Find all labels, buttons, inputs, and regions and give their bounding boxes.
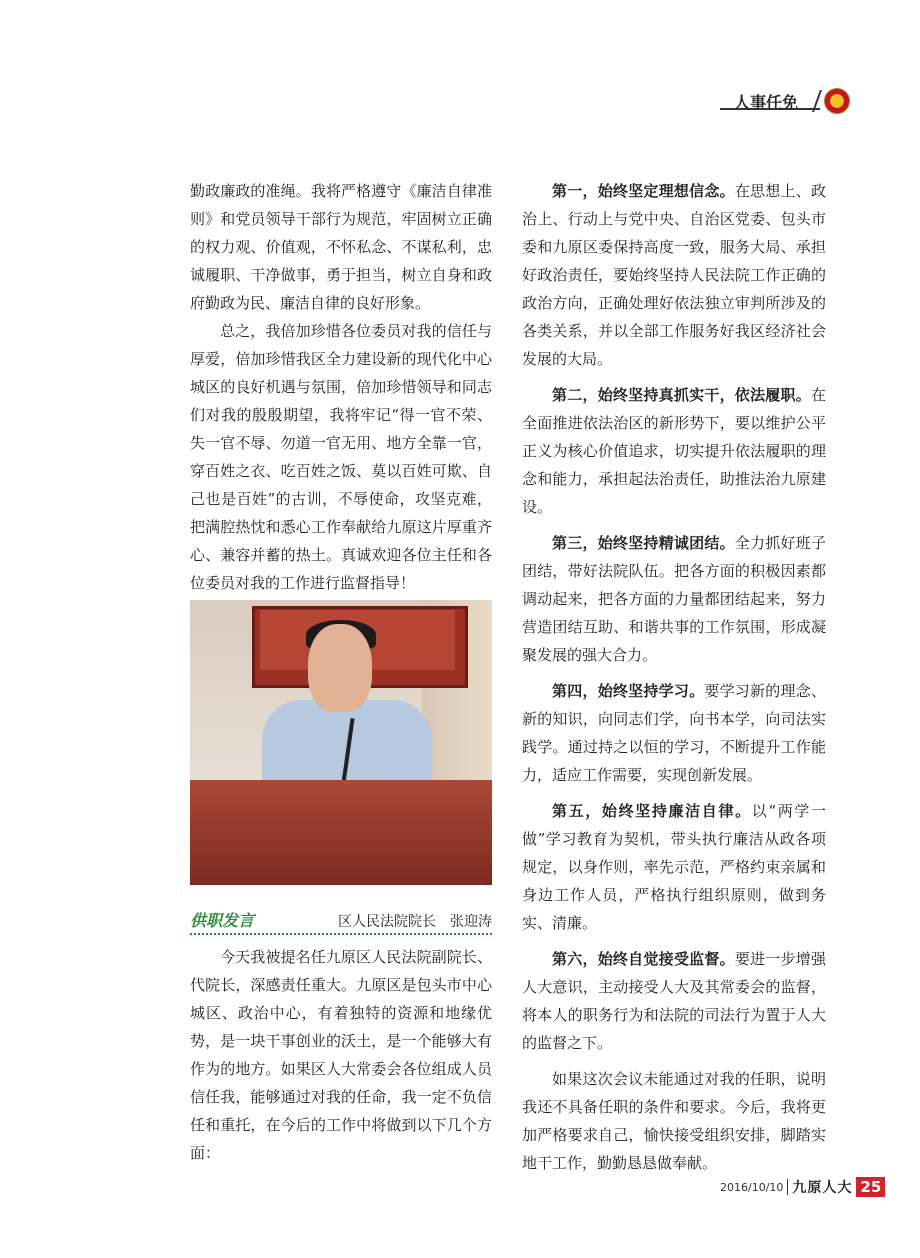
closing-paragraph: 如果这次会议未能通过对我的任职，说明我还不具备任职的条件和要求。今后，我将更加严格要求自己，愉快接受组织安排，脚踏实地干工作，勤勤恳恳做奉献。: [522, 1070, 826, 1172]
point-text: 以“两学一做”学习教育为契机，带头执行廉洁从政各项规定，以身作则，率先示范，严格约束亲属和身边工作人员，严格执行组织原则，做到务实、清廉。: [522, 802, 826, 932]
page-number: 25: [856, 1177, 885, 1197]
footer-divider: [787, 1179, 788, 1195]
point-item: [522, 797, 826, 937]
issue-date: 2016/10/10: [720, 1180, 784, 1194]
point-text: 全力抓好班子团结，带好法院队伍。把各方面的积极因素都调动起来，把各方面的力量都团结起来，努力营造团结互助、和谐共事的工作氛围，形成凝聚发展的强大合力。: [522, 534, 826, 664]
point-text: 在思想上、政治上、行动上与党中央、自治区党委、包头市委和九原区委保持高度一致，服务大局、承担好政治责任，要始终坚持人民法院工作正确的政治方向，正确处理好依法独立审判所涉及的各类关系，并以全部工作服务好我区经济社会发展的大局。: [522, 182, 826, 368]
right-column: [522, 177, 826, 1185]
point-item: [522, 529, 826, 669]
point-text: 要学习新的理念、新的知识，向同志们学，向书本学，向司法实践学。通过持之以恒的学习，不断提升工作能力，适应工作需要，实现创新发展。: [522, 682, 826, 784]
left-column-top: [190, 177, 492, 597]
point-heading: 第三，始终坚持精诚团结。: [552, 534, 735, 552]
point-text: 在全面推进依法治区的新形势下，要以维护公平正义为核心价值追求，切实提升依法履职的理念和能力，承担起法治责任，助推法治九原建设。: [522, 386, 826, 516]
point-heading: 第四，始终坚持学习。: [552, 682, 705, 700]
point-item: [522, 945, 826, 1057]
header-rule: [720, 108, 820, 110]
caption-author: 区人民法院院长 张迎涛: [338, 914, 492, 930]
section-title: 人事任免: [733, 92, 798, 112]
speaker-photo: [190, 600, 492, 885]
point-heading: 第二，始终坚持真抓实干，依法履职。: [552, 386, 811, 404]
point-text: 要进一步增强人大意识，主动接受人大及其常委会的监督，将本人的职务行为和法院的司法行为置于人大的监督之下。: [522, 950, 826, 1052]
left-column-bottom: [190, 943, 492, 1167]
point-item: [522, 381, 826, 521]
national-emblem-icon: [824, 88, 850, 114]
magazine-name: 九原人大: [792, 1180, 853, 1196]
point-heading: 第一，始终坚定理想信念。: [552, 182, 735, 200]
point-heading: 第六，始终自觉接受监督。: [552, 950, 735, 968]
point-heading: 第五，始终坚持廉洁自律。: [552, 802, 752, 820]
caption-title: 供职发言: [190, 911, 255, 930]
paragraph: 勤政廉政的准绳。我将严格遵守《廉洁自律准则》和党员领导干部行为规范，牢固树立正确的权力观、价值观，不怀私念、不谋私利，忠诚履职、干净做事，勇于担当，树立自身和政府勤政为民、廉洁自律的良好形象。: [190, 182, 492, 312]
page-footer: [720, 1177, 885, 1197]
section-header: [734, 84, 850, 118]
paragraph: 总之，我倍加珍惜各位委员对我的信任与厚爱，倍加珍惜我区全力建设新的现代化中心城区的良好机遇与氛围，倍加珍惜领导和同志们对我的殷殷期望，我将牢记“得一官不荣、失一官不辱、勿道一官无用、地方全靠一官，穿百姓之衣、吃百姓之饭、莫以百姓可欺、自己也是百姓”的古训，不辱使命，攻坚克难，把满腔热忱和悉心工作奉献给九原这片厚重齐心、兼容并蓄的热土。真诚欢迎各位主任和各位委员对我的工作进行监督指导！: [190, 322, 492, 592]
point-item: [522, 677, 826, 789]
paragraph: 今天我被提名任九原区人民法院副院长、代院长，深感责任重大。九原区是包头市中心城区、政治中心，有着独特的资源和地缘优势，是一块干事创业的沃土，是一个能够大有作为的地方。如果区人大常委会各位组成人员信任我，能够通过对我的任命，我一定不负信任和重托，在今后的工作中将做到以下几个方面：: [190, 948, 492, 1162]
photo-caption: [190, 905, 492, 931]
point-item: [522, 177, 826, 373]
caption-rule: [190, 933, 492, 935]
